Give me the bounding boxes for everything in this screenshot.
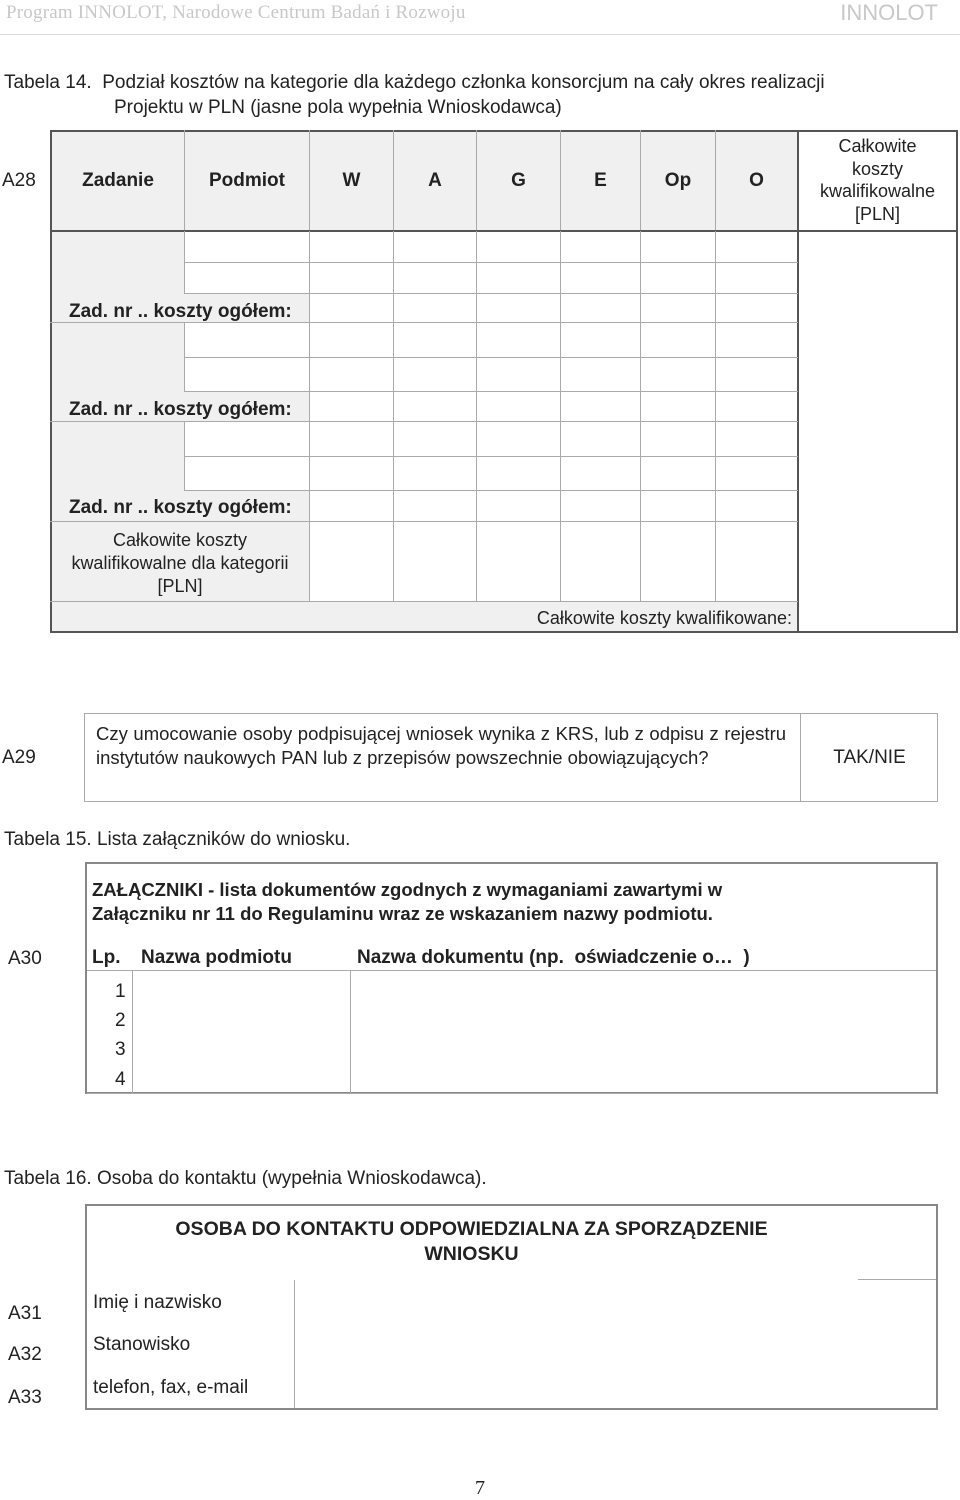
table14-col-a: A [428,170,442,191]
table16-row-label: Stanowisko [93,1334,191,1355]
table16-row-code: A31 [8,1303,42,1324]
table16-title-line: OSOBA DO KONTAKTU ODPOWIEDZIALNA ZA SPORZĄDZENIE [175,1218,768,1240]
table15-col-document: Nazwa dokumentu (np. oświadczenie o… ) [357,947,750,968]
table14-caption-line1: Tabela 14. Podział kosztów na kategorie dla każdego członka konsorcjum na cały okres realizacji [4,72,825,93]
table14-col-podmiot: Podmiot [209,170,285,191]
table15-row-number: 4 [115,1069,126,1090]
a29-question [96,722,786,770]
table14-category-total-label [52,529,308,598]
table14-col-zadanie: Zadanie [82,170,154,191]
table14-category-total-line: [PLN] [157,576,203,596]
page-number: 7 [475,1477,485,1499]
table14-col-total-line: koszty [851,158,903,179]
table16-row-code: A32 [8,1344,42,1365]
table14-col-o: O [749,170,764,191]
header-divider [0,34,960,35]
table16-row-label: Imię i nazwisko [93,1292,222,1313]
table15-caption: Tabela 15. Lista załączników do wniosku. [4,829,351,850]
table14-grand-total-label: Całkowite koszty kwalifikowane: [536,608,792,628]
a29-question-line: powszechnie obowiązujących? [455,747,709,768]
table15-title-line1: ZAŁĄCZNIKI - lista dokumentów zgodnych z wymaganiami zawartymi w [92,879,723,900]
table15-col-entity: Nazwa podmiotu [141,947,292,968]
header-program: Program INNOLOT, Narodowe Centrum Badań i Rozwoju [6,2,466,23]
header-logo: INNOLOT [840,0,938,25]
table16-row-label: telefon, fax, e-mail [93,1377,249,1398]
table15-col-lp: Lp. [92,947,121,968]
a29-question-line: Czy umocowanie osoby podpisującej wniosek wynika z KRS, lub z [96,723,644,744]
a29-code: A29 [2,747,36,768]
table15-title-line2: Załączniku nr 11 do Regulaminu wraz ze wskazaniem nazwy podmiotu. [92,903,713,924]
table14-col-total-line: [PLN] [854,203,901,224]
table16-title [87,1217,856,1267]
table14-col-total [799,135,956,225]
table14-subtotal-label: Zad. nr .. koszty ogółem: [69,497,292,518]
table16-title-line: WNIOSKU [424,1243,519,1265]
table14-code: A28 [2,170,36,191]
table14-subtotal-label: Zad. nr .. koszty ogółem: [69,399,292,420]
table15-row-number: 3 [115,1039,126,1060]
table14-caption-line2: Projektu w PLN (jasne pola wypełnia Wnioskodawca) [114,97,562,118]
table14-col-op: Op [664,170,692,191]
table14-category-total-line: kwalifikowalne dla kategorii [71,553,289,573]
table14-col-e: E [594,170,607,191]
table14-col-w: W [342,170,361,191]
table15-code: A30 [8,948,42,969]
table16-caption: Tabela 16. Osoba do kontaktu (wypełnia Wnioskodawca). [4,1168,487,1189]
table14-category-total-line: Całkowite koszty [112,530,248,550]
a29-question-line: odpisu z rejestru instytutów naukowych PAN lub z przepisów [96,723,787,768]
a29-answer: TAK/NIE [833,747,906,768]
table14-subtotal-label: Zad. nr .. koszty ogółem: [69,301,292,322]
table15-row-number: 1 [115,981,126,1002]
table14-col-g: G [511,170,526,191]
table16-row-code: A33 [8,1387,42,1408]
table14-col-total-line: kwalifikowalne [819,181,936,201]
table14-col-total-line: Całkowite [838,136,917,156]
table15-row-number: 2 [115,1010,126,1031]
